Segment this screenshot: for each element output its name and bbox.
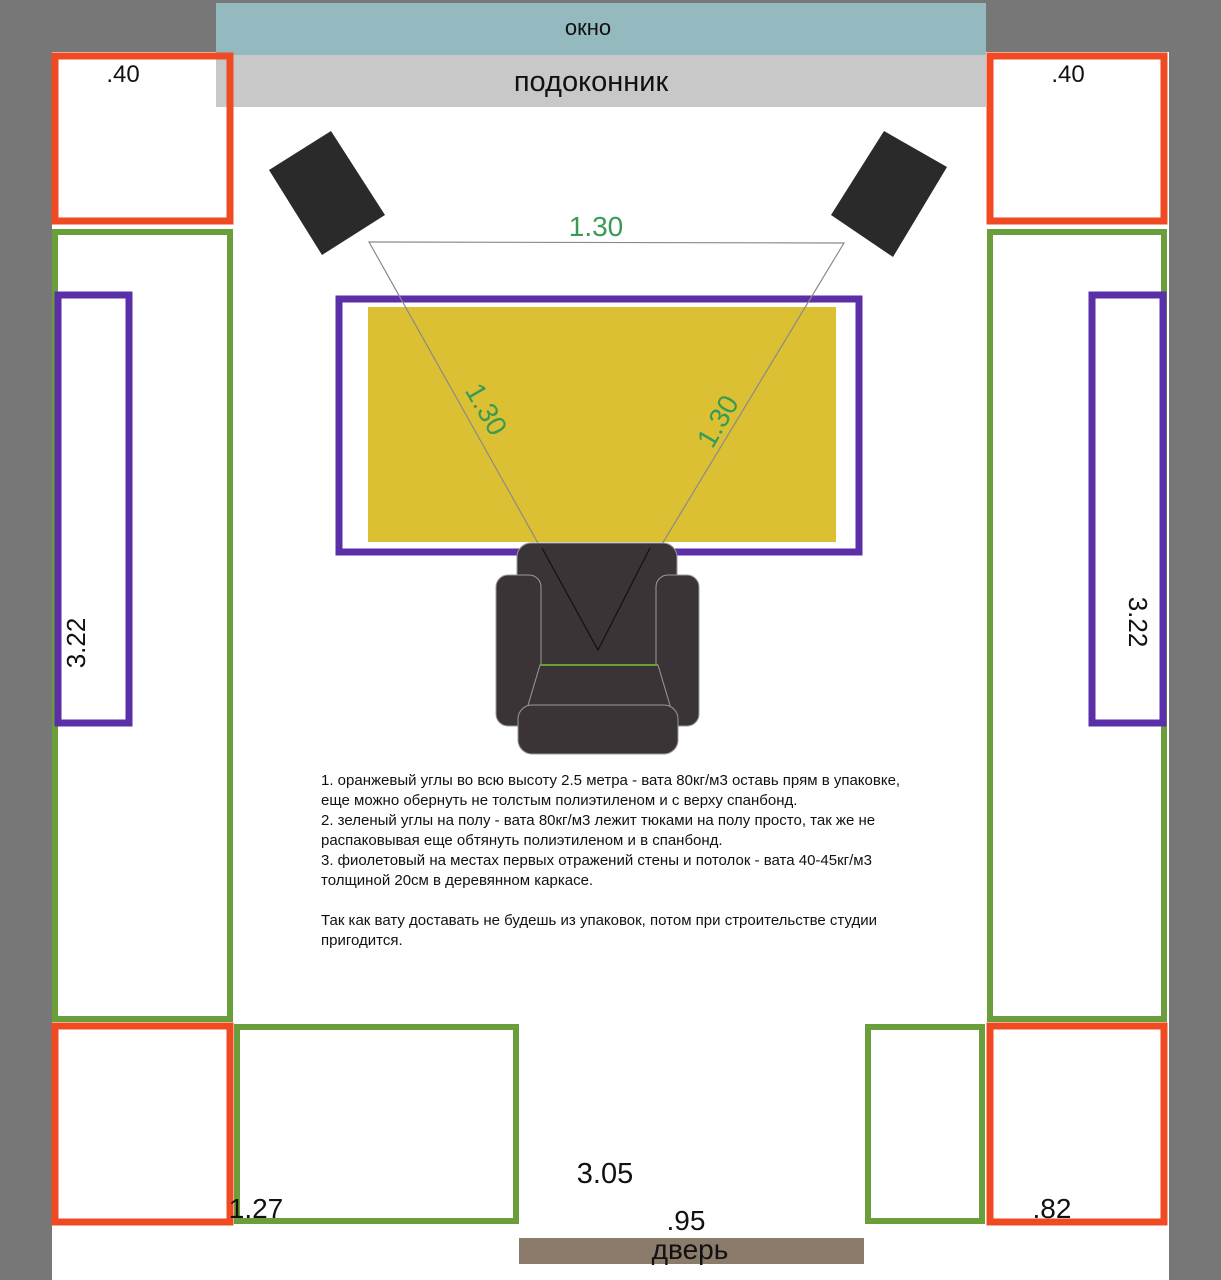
dim-triangle-top: 1.30 <box>568 211 624 242</box>
note-summary: Так как вату доставать не будешь из упаковок, потом при строительстве студии пригодится. <box>321 912 877 949</box>
note-green: 2. зеленый углы на полу - вата 80кг/м3 лежит тюками на полу просто, так же не распаковывая еще обтянуть полиэтиленом и в спанбонд. <box>321 812 876 849</box>
dim-corner-top-right: .40 <box>1051 61 1085 88</box>
dim-room-width: 3.05 <box>576 1158 634 1190</box>
dim-corner-top-left: .40 <box>106 61 140 88</box>
instructions-text <box>321 771 911 951</box>
dim-triangle-left: 1.30 <box>459 377 514 441</box>
dim-bottom-left: 1.27 <box>228 1193 284 1224</box>
dim-side-right: 3.22 <box>1123 596 1153 648</box>
note-orange: 1. оранжевый углы во всю высоту 2.5 метра - вата 80кг/м3 оставь прям в упаковке, еще можно обернуть не толстым полиэтиленом и с верху спанбонд. <box>321 772 901 809</box>
note-gap <box>321 891 911 911</box>
note-purple: 3. фиолетовый на местах первых отражений стены и потолок - вата 40-45кг/м3 толщиной 20см в деревянном каркасе. <box>321 852 872 889</box>
dim-bottom-right: .82 <box>1032 1193 1072 1224</box>
window-label: окно <box>564 15 612 40</box>
door-label: дверь <box>651 1234 729 1265</box>
dim-triangle-right: 1.30 <box>690 389 745 453</box>
armchair <box>496 543 699 754</box>
dim-door-width: .95 <box>666 1205 706 1236</box>
window-sill-label: подоконник <box>513 66 669 98</box>
dim-side-left: 3.22 <box>61 617 91 669</box>
desk <box>368 307 836 542</box>
